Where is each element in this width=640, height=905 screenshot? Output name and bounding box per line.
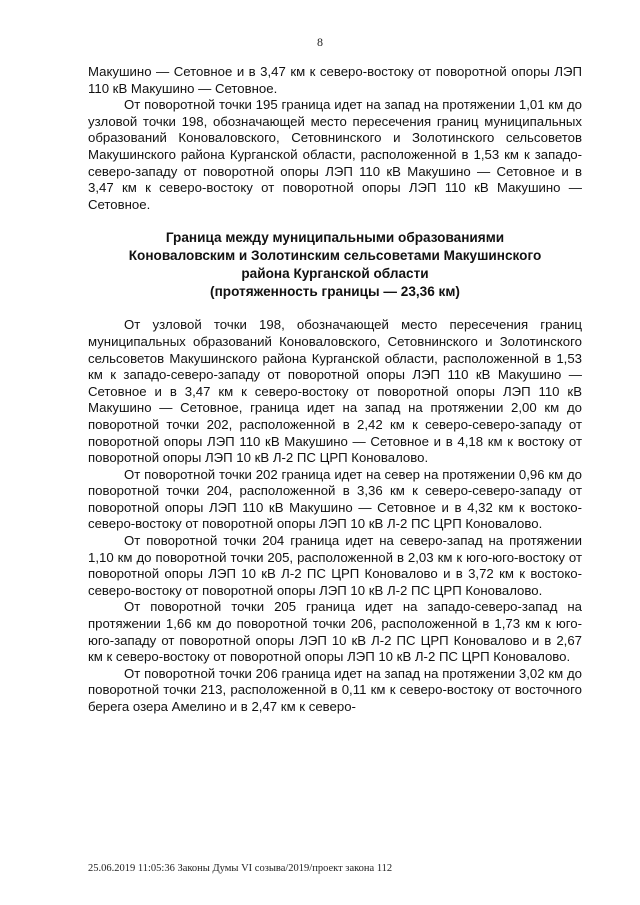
paragraph: Макушино — Сетовное и в 3,47 км к северо-востоку от поворотной опоры ЛЭП 110 кВ Макушино — Сетовное. (88, 64, 582, 96)
section-heading (88, 229, 582, 301)
paragraph: От поворотной точки 205 граница идет на западо-северо-запад на протяжении 1,66 км до поворотной точки 206, расположенной в 1,73 км к юго-юго-западу от поворотной опоры ЛЭП 10 кВ Л-2 ПС ЦРП Коновалово и в 2,67 км к северо-востоку от поворотной опоры ЛЭП 10 кВ Л-2 ПС ЦРП Коновалово. (88, 599, 582, 665)
page-number: 8 (317, 35, 323, 49)
heading-line: (протяженность границы — 23,36 км) (210, 284, 460, 300)
paragraph: От поворотной точки 202 граница идет на север на протяжении 0,96 км до поворотной точки 204, расположенной в 3,36 км к северо-северо-западу от поворотной опоры ЛЭП 110 кВ Макушино — Сетовное и в 4,32 км к востоко-северо-востоку от поворотной опоры ЛЭП 10 кВ Л-2 ПС ЦРП Коновалово. (88, 466, 582, 532)
paragraph: От поворотной точки 204 граница идет на северо-запад на протяжении 1,10 км до поворотной точки 205, расположенной в 2,03 км к юго-юго-востоку от поворотной опоры ЛЭП 10 кВ Л-2 ПС ЦРП Коновалово и в 3,72 км к востоко-северо-востоку от поворотной опоры ЛЭП 10 кВ Л-2 ПС ЦРП Коновалово. (88, 533, 582, 598)
heading-line: Коноваловским и Золотинским сельсоветами Макушинского (128, 248, 542, 264)
paragraph: От поворотной точки 195 граница идет на запад на протяжении 1,01 км до узловой точки 198, обозначающей место пересечения границ муниципальных образований Коноваловского, Сетовнинского и Золотинского сельсоветов Макушинского района Курганской области, расположенной в 1,53 км к западо-северо-западу от поворотной опоры ЛЭП 110 кВ Макушино — Сетовное и в 3,47 км к северо-востоку от поворотной опоры ЛЭП 110 кВ Макушино — Сетовное. (88, 97, 582, 212)
heading-line: района Курганской области (241, 266, 429, 282)
document-body (88, 64, 582, 716)
heading-line: Граница между муниципальными образованиями (165, 230, 505, 246)
paragraph: От поворотной точки 206 граница идет на запад на протяжении 3,02 км до поворотной точки 213, расположенной в 0,11 км к северо-востоку от восточного берега озера Амелино и в 2,47 км к северо- (88, 665, 582, 714)
footer-stamp: 25.06.2019 11:05:36 Законы Думы VI созыва/2019/проект закона 112 (88, 863, 393, 874)
paragraph: От узловой точки 198, обозначающей место пересечения границ муниципальных образований Коноваловского, Сетовнинского и Золотинского сельсоветов Макушинского района Курганской области, расположенной в 1,53 км к западо-северо-западу от поворотной опоры ЛЭП 110 кВ Макушино — Сетовное и в 3,47 км к северо-востоку от поворотной опоры ЛЭП 110 кВ Макушино — Сетовное, граница идет на запад на протяжении 2,00 км до поворотной точки 202, расположенной в 2,42 км к северо-северо-западу от поворотной опоры ЛЭП 110 кВ Макушино — Сетовное и в 4,18 км к востоку от поворотной опоры ЛЭП 10 кВ Л-2 ПС ЦРП Коновалово. (88, 317, 582, 466)
